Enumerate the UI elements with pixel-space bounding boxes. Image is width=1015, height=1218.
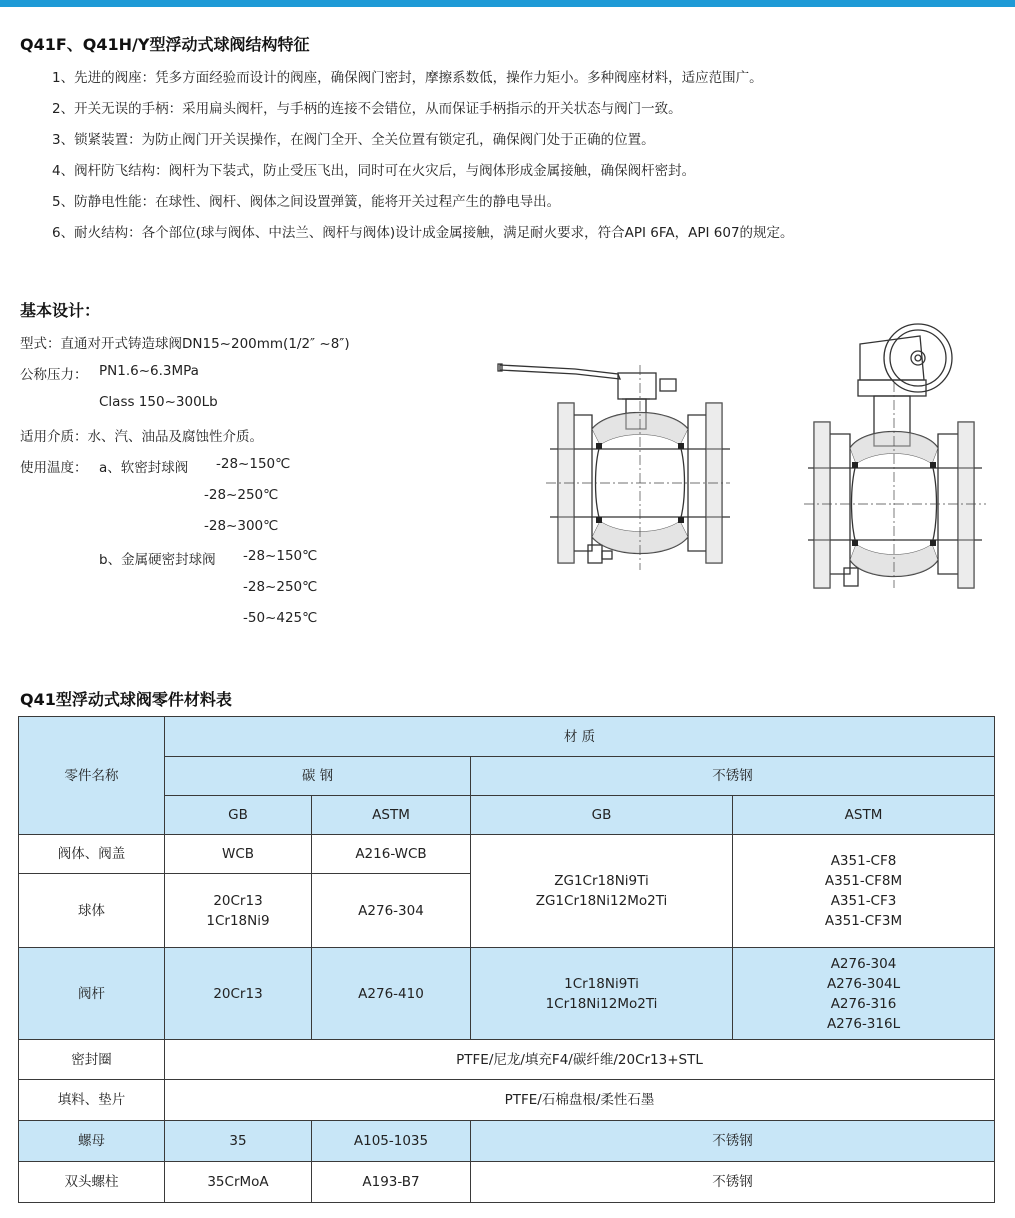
material-header: 材 质 [165, 717, 995, 757]
cell-stem-carbon-gb: 20Cr13 [165, 948, 312, 1040]
cell-seal-all: PTFE/尼龙/填充F4/碳纤维/20Cr13+STL [165, 1040, 995, 1080]
carbon-gb-header: GB [165, 796, 312, 835]
pressure-label: 公称压力： [20, 367, 88, 383]
cell-ball-carbon-astm: A276-304 [312, 874, 471, 948]
feature-3: 3、锁紧装置：为防止阀门开关误操作，在阀门全开、全关位置有锁定孔，确保阀门处于正确的位置。 [52, 132, 655, 148]
cell-body-carbon-gb: WCB [165, 835, 312, 874]
temp-a-value-2: -28~250℃ [204, 487, 279, 503]
top-accent-bar [0, 0, 1015, 7]
feature-1: 1、先进的阀座：凭多方面经验而设计的阀座，确保阀门密封，摩擦系数低，操作力矩小。多种阀座材料，适应范围广。 [52, 70, 763, 86]
cell-stud-carbon-astm: A193-B7 [312, 1162, 471, 1203]
type-line: 型式：直通对开式铸造球阀DN15~200mm(1/2″ ~8″) [20, 336, 350, 352]
table-row [19, 1162, 995, 1203]
cell-body-carbon-astm: A216-WCB [312, 835, 471, 874]
cell-body-ball-stainless-astm: A351-CF8 A351-CF8M A351-CF3 A351-CF3M [733, 835, 995, 948]
row-name-packing: 填料、垫片 [19, 1080, 165, 1121]
cell-stem-stainless-astm: A276-304 A276-304L A276-316 A276-316L [733, 948, 995, 1040]
cell-stem-stainless-gb: 1Cr18Ni9Ti 1Cr18Ni12Mo2Ti [471, 948, 733, 1040]
feature-4: 4、阀杆防飞结构：阀杆为下装式，防止受压飞出，同时可在火灾后，与阀体形成金属接触，确保阀杆密封。 [52, 163, 696, 179]
material-table-title: Q41型浮动式球阀零件材料表 [20, 690, 232, 709]
table-row [19, 1040, 995, 1080]
table-row [19, 948, 995, 1040]
temp-b-label: b、金属硬密封球阀 [99, 552, 216, 568]
cell-stud-stainless: 不锈钢 [471, 1162, 995, 1203]
feature-6: 6、耐火结构：各个部位(球与阀体、中法兰、阀杆与阀体)设计成金属接触，满足耐火要求，符合API 6FA，API 607的规定。 [52, 225, 794, 241]
row-name-stem: 阀杆 [19, 948, 165, 1040]
row-name-nut: 螺母 [19, 1121, 165, 1162]
cell-stud-carbon-gb: 35CrMoA [165, 1162, 312, 1203]
temp-a-value-1: -28~150℃ [216, 456, 291, 472]
carbon-astm-header: ASTM [312, 796, 471, 835]
cell-nut-stainless: 不锈钢 [471, 1121, 995, 1162]
gear-ball-valve-drawing [800, 322, 990, 590]
temp-b-value-2: -28~250℃ [243, 579, 318, 595]
temp-label: 使用温度： [20, 460, 88, 476]
table-row [19, 1080, 995, 1121]
lever-ball-valve-drawing [490, 355, 730, 580]
cell-nut-carbon-astm: A105-1035 [312, 1121, 471, 1162]
feature-2: 2、开关无误的手柄：采用扁头阀杆，与手柄的连接不会错位，从而保证手柄指示的开关状态与阀门一致。 [52, 101, 682, 117]
pressure-value-2: Class 150~300Lb [99, 394, 218, 410]
part-name-header: 零件名称 [19, 717, 165, 835]
stainless-astm-header: ASTM [733, 796, 995, 835]
stainless-steel-header: 不锈钢 [471, 757, 995, 796]
features-title: Q41F、Q41H/Y型浮动式球阀结构特征 [20, 35, 310, 54]
basic-design-heading: 基本设计： [20, 301, 101, 320]
pressure-value-1: PN1.6~6.3MPa [99, 363, 199, 379]
row-name-stud: 双头螺柱 [19, 1162, 165, 1203]
temp-a-label: a、软密封球阀 [99, 460, 189, 476]
cell-packing-all: PTFE/石棉盘根/柔性石墨 [165, 1080, 995, 1121]
temp-a-value-3: -28~300℃ [204, 518, 279, 534]
cell-nut-carbon-gb: 35 [165, 1121, 312, 1162]
row-name-body: 阀体、阀盖 [19, 835, 165, 874]
row-name-ball: 球体 [19, 874, 165, 948]
table-row [19, 835, 995, 874]
table-row [19, 1121, 995, 1162]
cell-body-ball-stainless-gb: ZG1Cr18Ni9Ti ZG1Cr18Ni12Mo2Ti [471, 835, 733, 948]
medium-line: 适用介质：水、汽、油品及腐蚀性介质。 [20, 429, 263, 445]
temp-b-value-3: -50~425℃ [243, 610, 318, 626]
feature-5: 5、防静电性能：在球性、阀杆、阀体之间设置弹簧，能将开关过程产生的静电导出。 [52, 194, 561, 210]
carbon-steel-header: 碳 钢 [165, 757, 471, 796]
stainless-gb-header: GB [471, 796, 733, 835]
row-name-seal: 密封圈 [19, 1040, 165, 1080]
cell-ball-carbon-gb: 20Cr13 1Cr18Ni9 [165, 874, 312, 948]
material-table [18, 716, 995, 1203]
cell-stem-carbon-astm: A276-410 [312, 948, 471, 1040]
temp-b-value-1: -28~150℃ [243, 548, 318, 564]
